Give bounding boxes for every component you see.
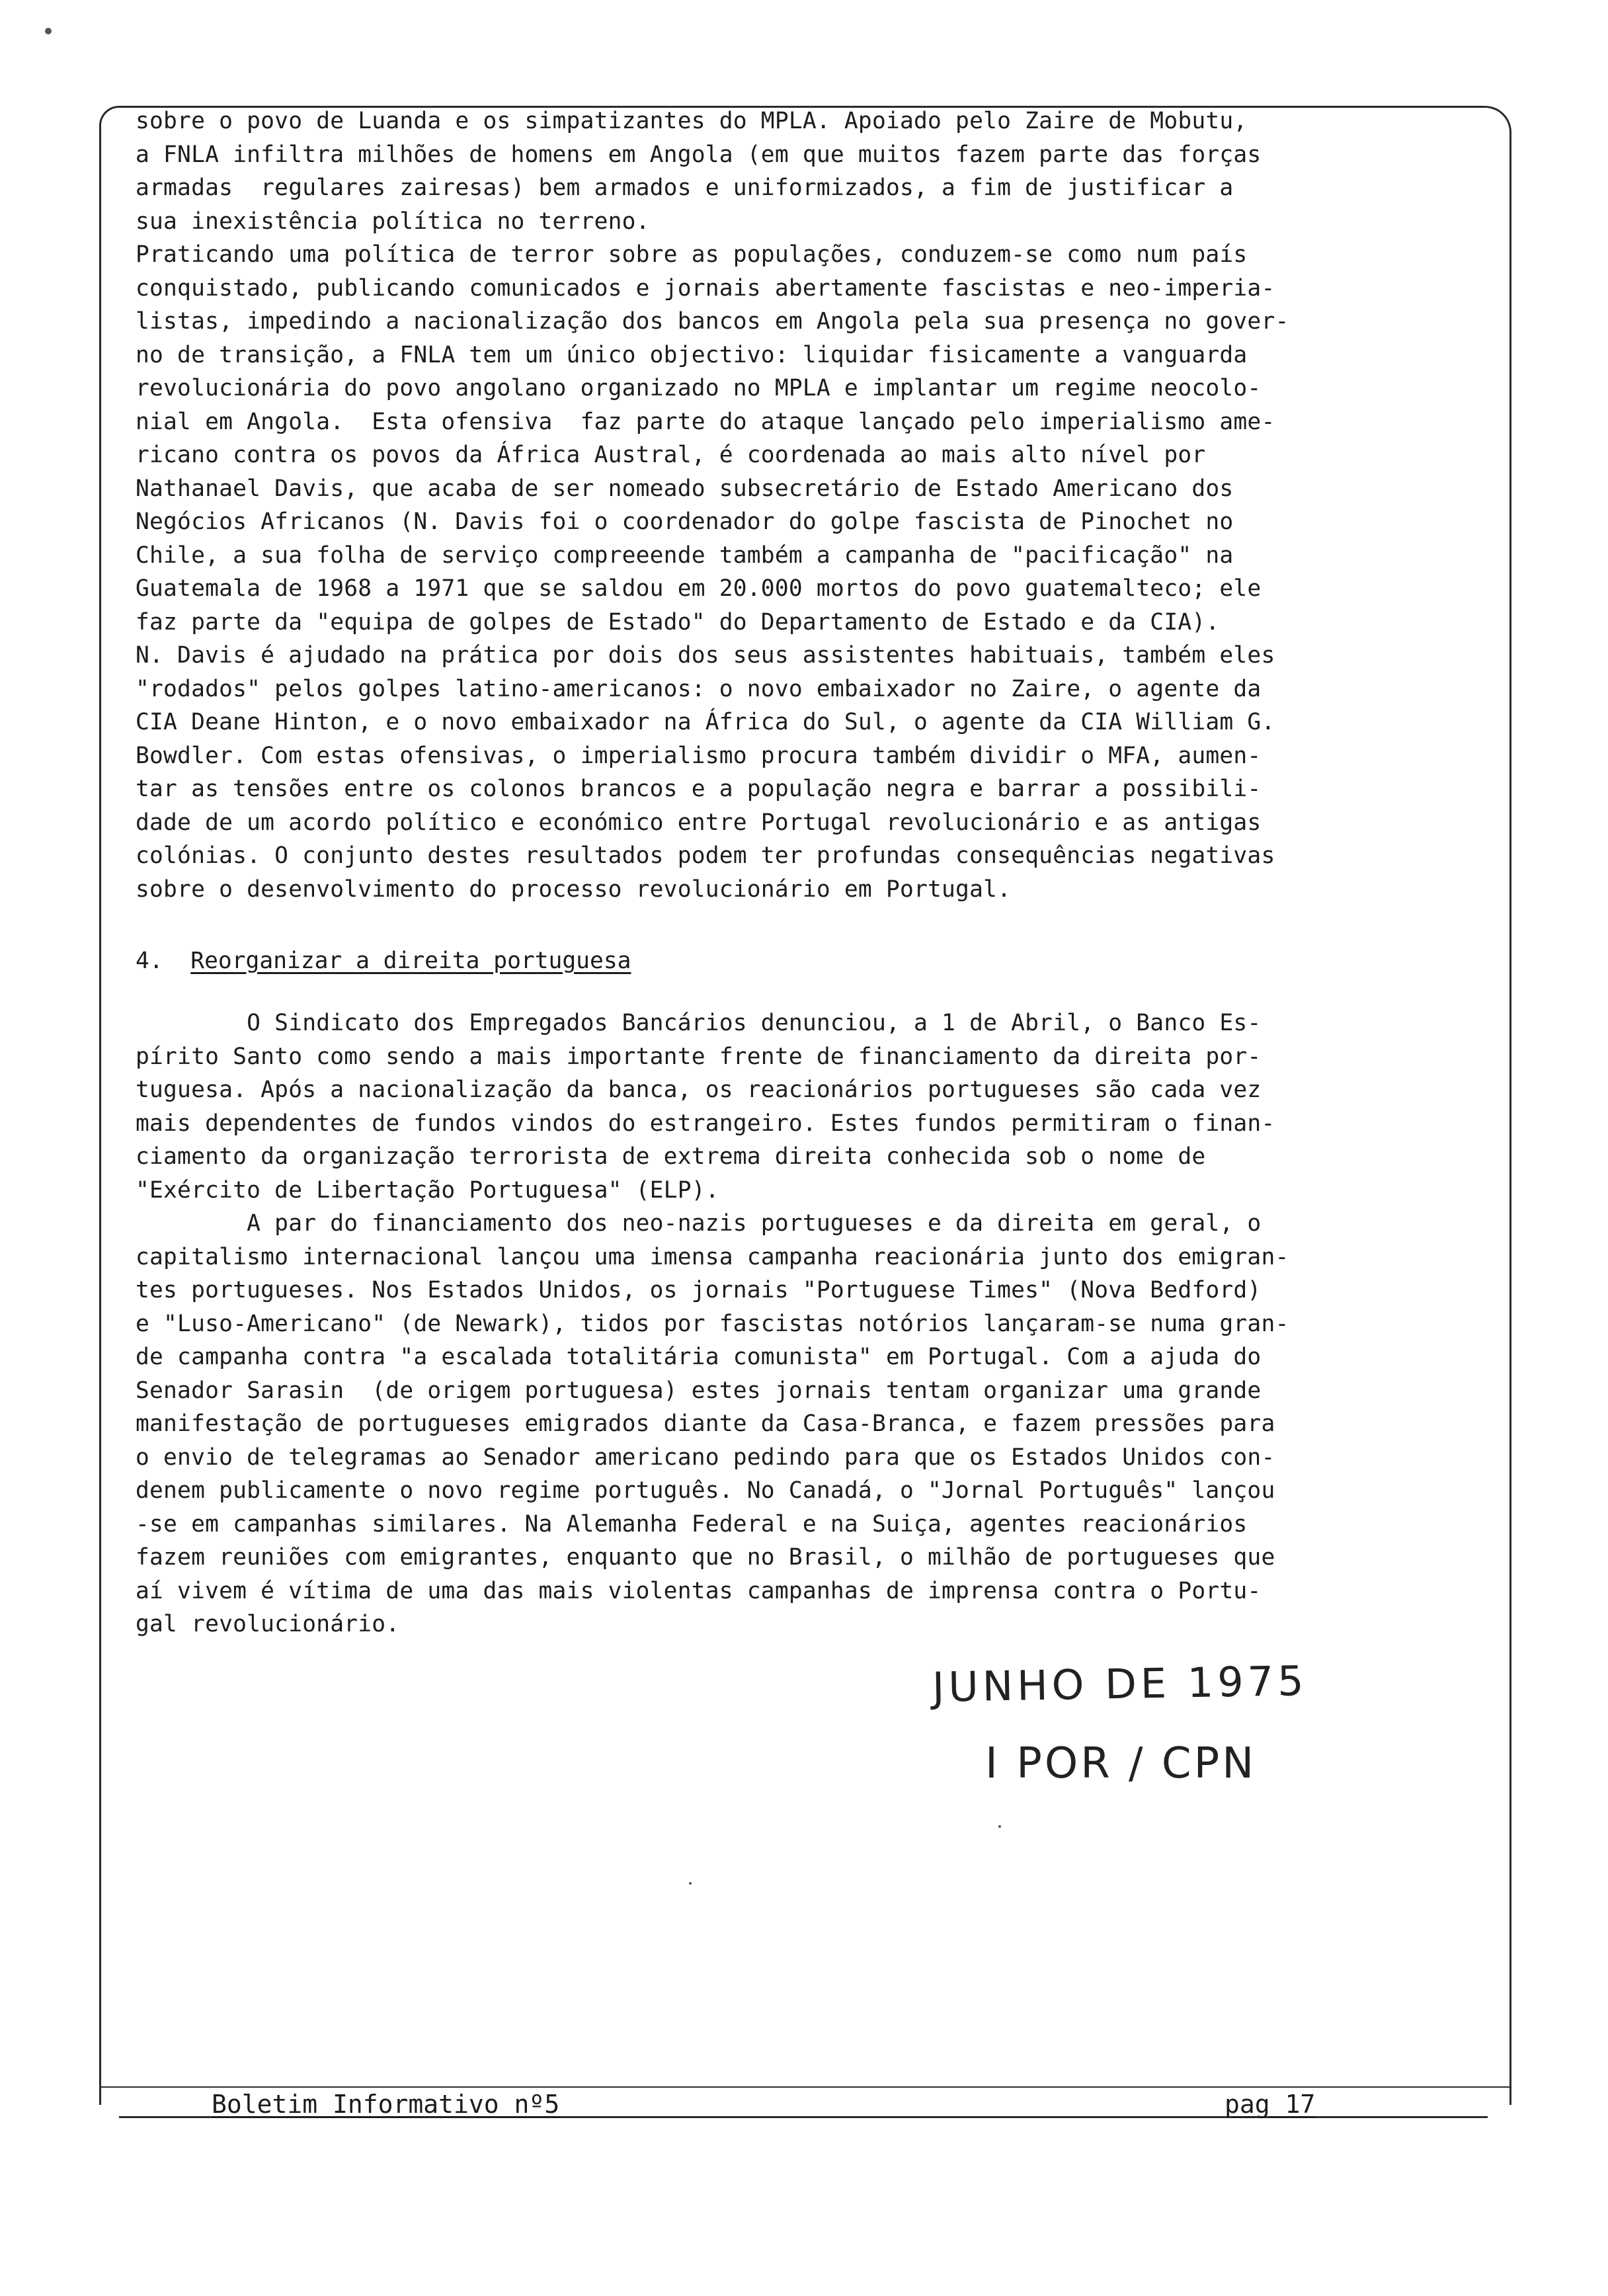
text-line: listas, impedindo a nacionalização dos bancos em Angola pela sua presença no gover- xyxy=(136,308,1289,335)
text-line: fazem reuniões com emigrantes, enquanto que no Brasil, o milhão de portugueses que xyxy=(136,1544,1275,1571)
paragraph-fnla-angola xyxy=(136,104,1511,906)
text-line: de campanha contra "a escalada totalitária comunista" em Portugal. Com a ajuda do xyxy=(136,1344,1262,1370)
text-line: conquistado, publicando comunicados e jornais abertamente fascistas e neo-imperia- xyxy=(136,274,1275,302)
text-line: Negócios Africanos (N. Davis foi o coordenador do golpe fascista de Pinochet no xyxy=(136,509,1234,535)
text-line: aí vivem é vítima de uma das mais violentas campanhas de imprensa contra o Portu- xyxy=(136,1577,1262,1604)
text-line: ciamento da organização terrorista de extrema direita conhecida sob o nome de xyxy=(136,1143,1206,1170)
text-line: mais dependentes de fundos vindos do estrangeiro. Estes fundos permitiram o finan- xyxy=(136,1110,1275,1137)
scan-speck xyxy=(689,1882,692,1885)
text-line: "Exército de Libertação Portuguesa" (ELP). xyxy=(136,1176,719,1204)
text-line: sobre o povo de Luanda e os simpatizantes do MPLA. Apoiado pelo Zaire de Mobutu, xyxy=(136,108,1248,134)
handwritten-date: JUNHO DE 1975 xyxy=(932,1657,1308,1711)
text-line: Senador Sarasin (de origem portuguesa) estes jornais tentam organizar uma grande xyxy=(136,1377,1262,1404)
text-line: capitalismo internacional lançou uma imensa campanha reacionária junto dos emigran- xyxy=(136,1243,1289,1270)
scan-speck xyxy=(998,1825,1001,1828)
text-line: -se em campanhas similares. Na Alemanha Federal e na Suiça, agentes reacionários xyxy=(136,1510,1248,1538)
text-line: O Sindicato dos Empregados Bancários denunciou, a 1 de Abril, o Banco Es- xyxy=(136,1010,1262,1036)
text-line: denem publicamente o novo regime português. No Canadá, o "Jornal Português" lançou xyxy=(136,1477,1275,1504)
text-line: Bowdler. Com estas ofensivas, o imperialismo procura também dividir o MFA, aumen- xyxy=(136,742,1262,769)
footer-divider-top xyxy=(99,2086,1509,2088)
text-line: tuguesa. Após a nacionalização da banca, os reacionários portugueses são cada vez xyxy=(136,1077,1262,1103)
handwritten-organization: I POR / CPN xyxy=(985,1739,1257,1788)
section-heading xyxy=(136,944,631,977)
text-line: Guatemala de 1968 a 1971 que se saldou em 20.000 mortos do povo guatemalteco; ele xyxy=(136,575,1262,602)
footer-bulletin-title: Boletim Informativo nº5 xyxy=(212,2090,560,2119)
text-line: gal revolucionário. xyxy=(136,1611,400,1637)
text-line: dade de um acordo político e económico entre Portugal revolucionário e as antigas xyxy=(136,809,1262,836)
scan-speck xyxy=(45,28,52,34)
text-line: ricano contra os povos da África Austral, é coordenada ao mais alto nível por xyxy=(136,442,1206,468)
text-line: tar as tensões entre os colonos brancos e a população negra e barrar a possibili- xyxy=(136,776,1262,802)
section-number: 4. xyxy=(136,948,163,974)
text-line: no de transição, a FNLA tem um único objectivo: liquidar fisicamente a vanguarda xyxy=(136,341,1248,368)
text-line: Chile, a sua folha de serviço compreeende também a campanha de "pacificação" na xyxy=(136,542,1234,569)
text-line: Nathanael Davis, que acaba de ser nomeado subsecretário de Estado Americano dos xyxy=(136,475,1234,502)
text-line: faz parte da "equipa de golpes de Estado" do Departamento de Estado e da CIA). xyxy=(136,608,1220,636)
text-line: sobre o desenvolvimento do processo revolucionário em Portugal. xyxy=(136,876,1012,903)
text-line: colónias. O conjunto destes resultados podem ter profundas consequências negativas xyxy=(136,842,1275,869)
text-line: o envio de telegramas ao Senador americano pedindo para que os Estados Unidos con- xyxy=(136,1444,1275,1471)
footer-page-number: pag 17 xyxy=(1225,2090,1316,2119)
section-title: Reorganizar a direita portuguesa xyxy=(190,948,631,974)
paragraph-direita-portuguesa xyxy=(136,1006,1511,1641)
text-line: nial em Angola. Esta ofensiva faz parte do ataque lançado pelo imperialismo ame- xyxy=(136,408,1275,435)
text-line: N. Davis é ajudado na prática por dois dos seus assistentes habituais, também eles xyxy=(136,642,1275,669)
text-line: pírito Santo como sendo a mais importante frente de financiamento da direita por- xyxy=(136,1043,1262,1070)
text-line: tes portugueses. Nos Estados Unidos, os jornais "Portuguese Times" (Nova Bedford) xyxy=(136,1277,1262,1303)
text-line: A par do financiamento dos neo-nazis portugueses e da direita em geral, o xyxy=(136,1210,1262,1237)
text-line: armadas regulares zairesas) bem armados e uniformizados, a fim de justificar a xyxy=(136,175,1234,201)
text-line: manifestação de portugueses emigrados diante da Casa-Branca, e fazem pressões para xyxy=(136,1411,1275,1437)
text-line: CIA Deane Hinton, e o novo embaixador na África do Sul, o agente da CIA William G. xyxy=(136,709,1275,735)
text-line: a FNLA infiltra milhões de homens em Angola (em que muitos fazem parte das forças xyxy=(136,141,1262,168)
text-line: "rodados" pelos golpes latino-americanos: o novo embaixador no Zaire, o agente da xyxy=(136,675,1262,702)
text-line: e "Luso-Americano" (de Newark), tidos por fascistas notórios lançaram-se numa gran- xyxy=(136,1310,1289,1337)
text-line: sua inexistência política no terreno. xyxy=(136,208,650,235)
text-line: Praticando uma política de terror sobre as populações, conduzem-se como num país xyxy=(136,241,1248,268)
text-line: revolucionária do povo angolano organizado no MPLA e implantar um regime neocolo- xyxy=(136,375,1262,401)
